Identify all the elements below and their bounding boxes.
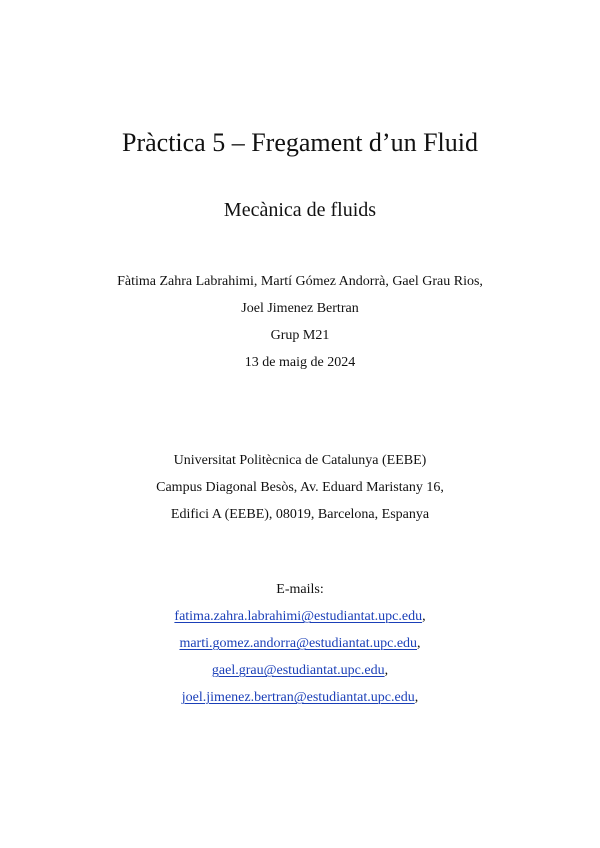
institution-address-1: Campus Diagonal Besòs, Av. Eduard Maristany 16,	[156, 480, 444, 495]
institution-address-2: Edifici A (EEBE), 08019, Barcelona, Espanya	[170, 507, 430, 522]
email-link-fatima[interactable]: fatima.zahra.labrahimi@estudiantat.upc.edu	[174, 609, 423, 624]
authors-line-2: Joel Jimenez Bertran	[241, 301, 359, 316]
email-item	[0, 607, 600, 627]
email-separator: ,	[417, 636, 421, 651]
emails-label: E-mails:	[276, 582, 324, 597]
email-link-gael[interactable]: gael.grau@estudiantat.upc.edu	[211, 663, 385, 678]
page-subtitle: Mecànica de fluids	[223, 199, 377, 221]
group-label: Grup M21	[270, 328, 330, 343]
email-separator: ,	[384, 663, 389, 678]
page-title: Pràctica 5 – Fregament d’un Fluid	[122, 128, 478, 157]
email-link-marti[interactable]: marti.gomez.andorra@estudiantat.upc.edu	[179, 636, 418, 651]
authors-line-1: Fàtima Zahra Labrahimi, Martí Gómez Andorrà, Gael Grau Rios,	[117, 274, 483, 289]
email-separator: ,	[414, 690, 419, 705]
email-link-joel[interactable]: joel.jimenez.bertran@estudiantat.upc.edu	[181, 690, 415, 705]
email-item	[0, 661, 600, 681]
email-item	[0, 634, 600, 654]
email-separator: ,	[422, 609, 426, 624]
institution-name: Universitat Politècnica de Catalunya (EEBE)	[173, 453, 427, 468]
date-label: 13 de maig de 2024	[244, 355, 356, 370]
email-item	[0, 688, 600, 708]
